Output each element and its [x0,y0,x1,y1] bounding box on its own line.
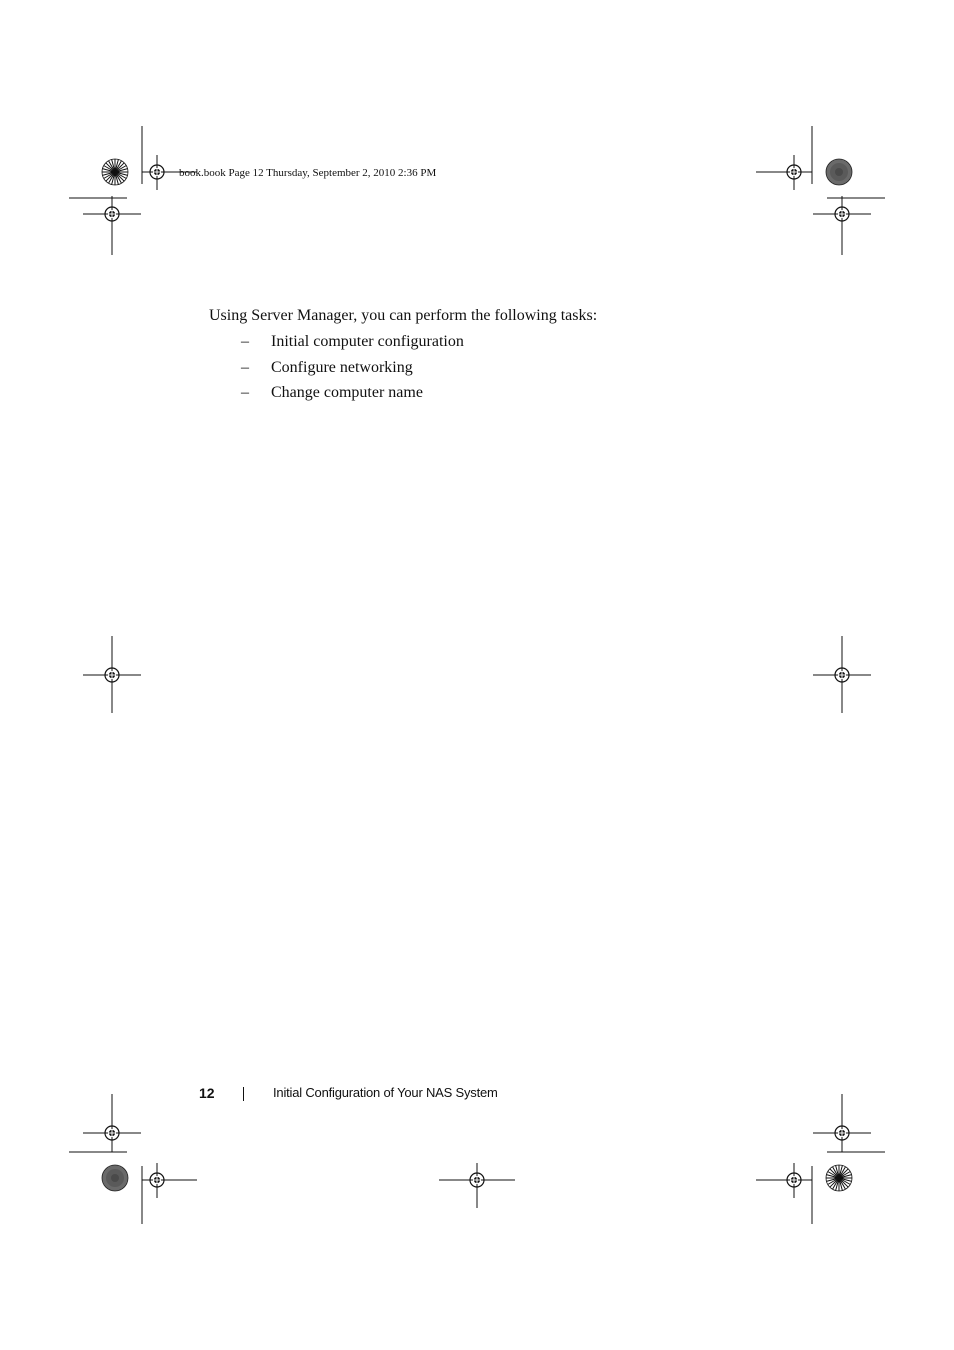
starburst-target-icon [102,159,128,185]
footer-chapter-title: Initial Configuration of Your NAS System [273,1085,498,1100]
list-item [209,331,769,357]
page-body [209,305,769,408]
print-slug: book.book Page 12 Thursday, September 2, 2010 2:36 PM [179,167,437,179]
list-item-label: Configure networking [271,358,413,376]
list-item-label: Change computer name [271,384,423,401]
list-item [209,382,769,408]
list-item-label: Initial computer configuration [271,333,464,350]
intro-paragraph: Using Server Manager, you can perform the following tasks: [209,307,598,324]
gray-target-icon [826,159,852,185]
list-dash: – [241,384,249,401]
crop-lines [69,126,885,1224]
list-dash: – [241,358,249,376]
list-item [209,357,769,383]
page-number: 12 [199,1085,215,1101]
footer-separator [243,1087,244,1101]
gray-target-icon [102,1165,128,1191]
task-list [209,331,769,408]
list-dash: – [241,333,249,350]
starburst-target-icon [826,1165,852,1191]
